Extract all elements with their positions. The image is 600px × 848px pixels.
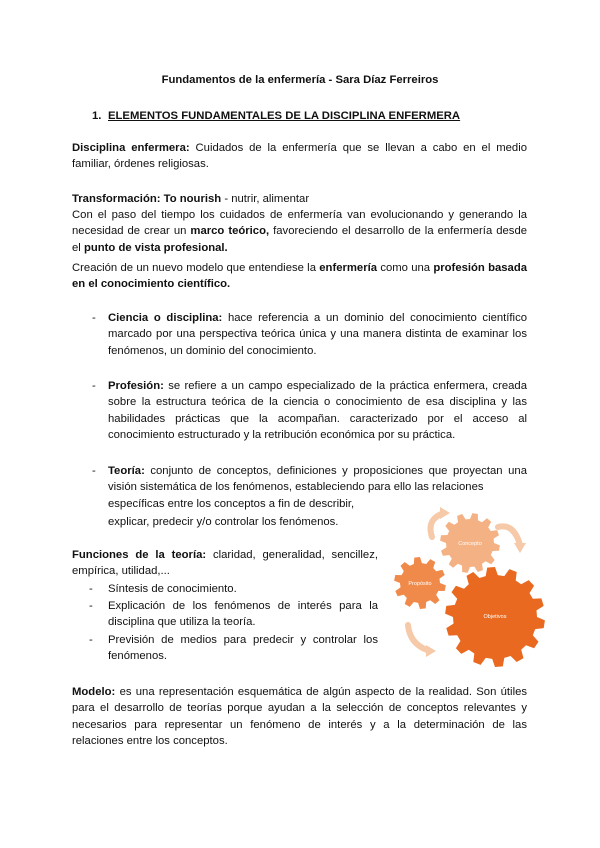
disciplina-paragraph xyxy=(72,140,527,173)
funciones-paragraph xyxy=(72,547,378,580)
gear-label-concepto: Concepto xyxy=(458,541,482,547)
gear-proposito xyxy=(394,557,446,609)
bullet-text: hace referencia a un dominio del conocimiento científico marcado por una perspectiva teórica única y una manera distinta de examinar los fenómenos, un dominio del conocimiento. xyxy=(108,312,527,357)
section-number: 1. xyxy=(92,110,102,122)
transformacion-paragraph-2 xyxy=(72,260,527,293)
gears-diagram xyxy=(390,505,565,675)
paragraph-text: Con el paso del tiempo los cuidados de enfermería van evolucionando y generando la necesidad de crear un xyxy=(72,209,527,238)
bullet-text: visión sistemática de los fenómenos, estableciendo para ello las relaciones xyxy=(108,481,484,494)
funciones-text: claridad, generalidad, sencillez, empírica, utilidad,... xyxy=(72,549,379,578)
modelo-label: Modelo: xyxy=(72,686,116,698)
funciones-label: Funciones de la teoría: xyxy=(72,549,207,561)
section-title: ELEMENTOS FUNDAMENTALES DE LA DISCIPLINA ENFERMERA xyxy=(108,110,461,122)
bullet-dash: - xyxy=(92,380,96,392)
marco-teorico: marco teórico, xyxy=(190,225,270,238)
bullet-label: Teoría: xyxy=(108,465,145,477)
profesion-bold: profesión basada en el conocimiento científico. xyxy=(72,262,528,291)
arrowhead xyxy=(440,507,450,519)
transformacion-label: Transformación: xyxy=(72,193,161,205)
funcion-item: Síntesis de conocimiento. xyxy=(108,583,237,595)
bullet-teoria xyxy=(108,463,527,496)
enfermeria-bold: enfermería xyxy=(319,262,378,274)
paragraph-text: favoreciendo el desarrollo de la enfermería desde el xyxy=(72,225,528,254)
paragraph-text: como una xyxy=(380,262,431,274)
gear-label-objetivos: Objetivos xyxy=(483,614,507,620)
transformacion-heading xyxy=(72,191,527,207)
modelo-text: es una representación esquemática de algún aspecto de la realidad. Son útiles para el desarrollo de teorías porque ayudan a la selección de conceptos relevantes y necesarios para representar un fenómeno de interés y a la determinación de las relaciones entre los conceptos. xyxy=(72,686,528,747)
transformacion-term: To nourish xyxy=(163,193,222,205)
bullet-label: Profesión: xyxy=(108,380,164,392)
bullet-dash: - xyxy=(92,465,96,477)
bullet-dash: - xyxy=(92,312,96,324)
gear-label-proposito: Propósito xyxy=(408,581,432,587)
bullet-teoria-line4: explicar, predecir y/o controlar los fenómenos. xyxy=(108,516,339,528)
bullet-label: Ciencia o disciplina: xyxy=(108,312,223,324)
funcion-dash: - xyxy=(89,634,93,646)
disciplina-label: Disciplina enfermera: xyxy=(72,142,190,154)
modelo-paragraph xyxy=(72,684,527,749)
paragraph-text: Creación de un nuevo modelo que entendiese la xyxy=(72,262,316,274)
page-title: Fundamentos de la enfermería - Sara Díaz Ferreiros xyxy=(161,74,439,86)
gear-concepto xyxy=(440,513,500,573)
transformacion-paragraph-1 xyxy=(72,207,527,256)
bullet-teoria-line3: específicas entre los conceptos a fin de describir, xyxy=(108,498,355,510)
punto-de-vista: punto de vista profesional. xyxy=(83,241,228,254)
gear-objetivos xyxy=(445,567,545,667)
funcion-dash: - xyxy=(89,600,93,612)
funcion-item: Explicación de los fenómenos de interés para la disciplina que utiliza la teoría. xyxy=(108,600,378,629)
bullet-ciencia xyxy=(108,310,527,359)
arrow-right xyxy=(498,526,520,545)
bullet-text: conjunto de conceptos, definiciones y proposiciones que proyectan una xyxy=(150,465,527,477)
bullet-text: se refiere a un campo especializado de la práctica enfermera, creada sobre la estructura teórica de la ciencia o conocimiento de esa disciplina y las habilidades prácticas que la acompañan. caracterizado por el acceso al conocimiento estructurado y la retribución económica por su práctica. xyxy=(108,380,527,441)
disciplina-text: Cuidados de la enfermería que se llevan a cabo en el medio familiar, órdenes religiosas. xyxy=(72,142,527,171)
arrowhead xyxy=(426,645,436,657)
arrowhead xyxy=(514,543,526,553)
section-heading xyxy=(92,108,460,124)
transformacion-meaning: - nutrir, alimentar xyxy=(224,193,310,205)
funcion-dash: - xyxy=(89,583,93,595)
bullet-profesion xyxy=(108,378,527,443)
funcion-item: Previsión de medios para predecir y controlar los fenómenos. xyxy=(108,634,378,663)
